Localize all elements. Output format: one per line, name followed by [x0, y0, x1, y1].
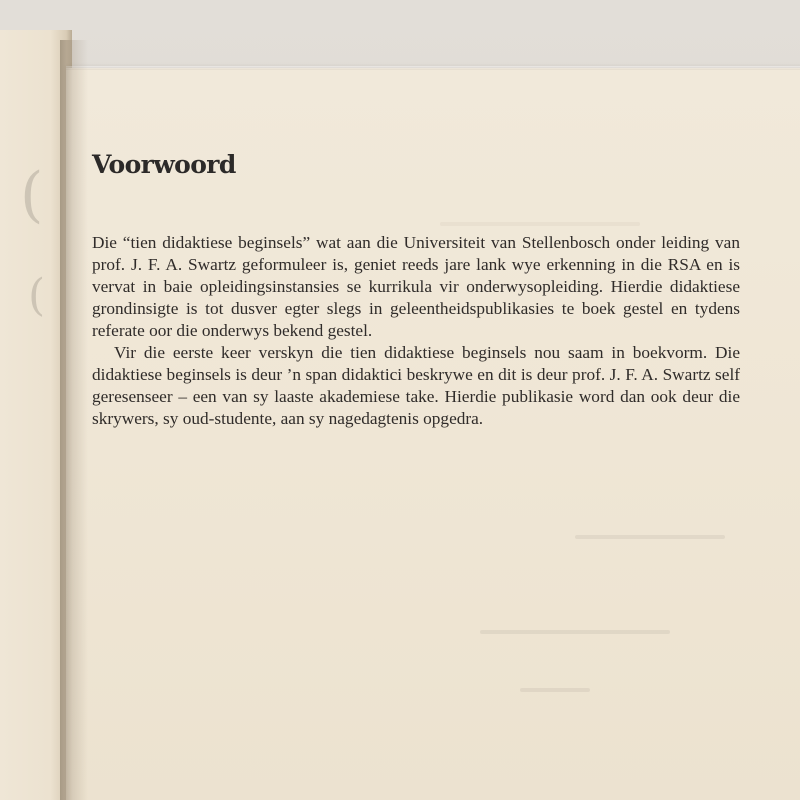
page-heading: Voorwoord	[92, 150, 236, 179]
reverse-side-show-through	[520, 688, 590, 692]
reverse-side-show-through	[575, 535, 725, 539]
left-page-show-through: (	[28, 270, 46, 321]
book-gutter-shadow	[60, 40, 88, 800]
reverse-side-show-through	[480, 630, 670, 634]
paragraph-2: Vir die eerste keer verskyn die tien didaktiese beginsels nou saam in boekvorm. Die didaktiese beginsels is deur ’n span didaktici beskrywe en dit is deur prof. J. F. A. Swartz self geresenseer – een van sy laaste akademiese take. Hierdie publikasie word dan ook deur die skrywers, sy oud-studente, aan sy nagedagtenis opgedra.	[92, 343, 740, 428]
page-edge	[66, 66, 800, 70]
page-content	[92, 150, 742, 430]
left-page-show-through: (	[20, 160, 44, 230]
paragraph-1: Die “tien didaktiese beginsels” wat aan die Universiteit van Stellenbosch onder leiding van prof. J. F. A. Swartz geformuleer is, geniet reeds jare lank wye erkenning in die RSA en is vervat in baie opleidingsinstansies se kurrikula vir onderwysopleiding. Hierdie didaktiese grondinsigte is tot dusver egter slegs in geleentheidspublikasies te boek gestel en tydens referate oor die onderwys bekend gestel.	[92, 233, 740, 340]
